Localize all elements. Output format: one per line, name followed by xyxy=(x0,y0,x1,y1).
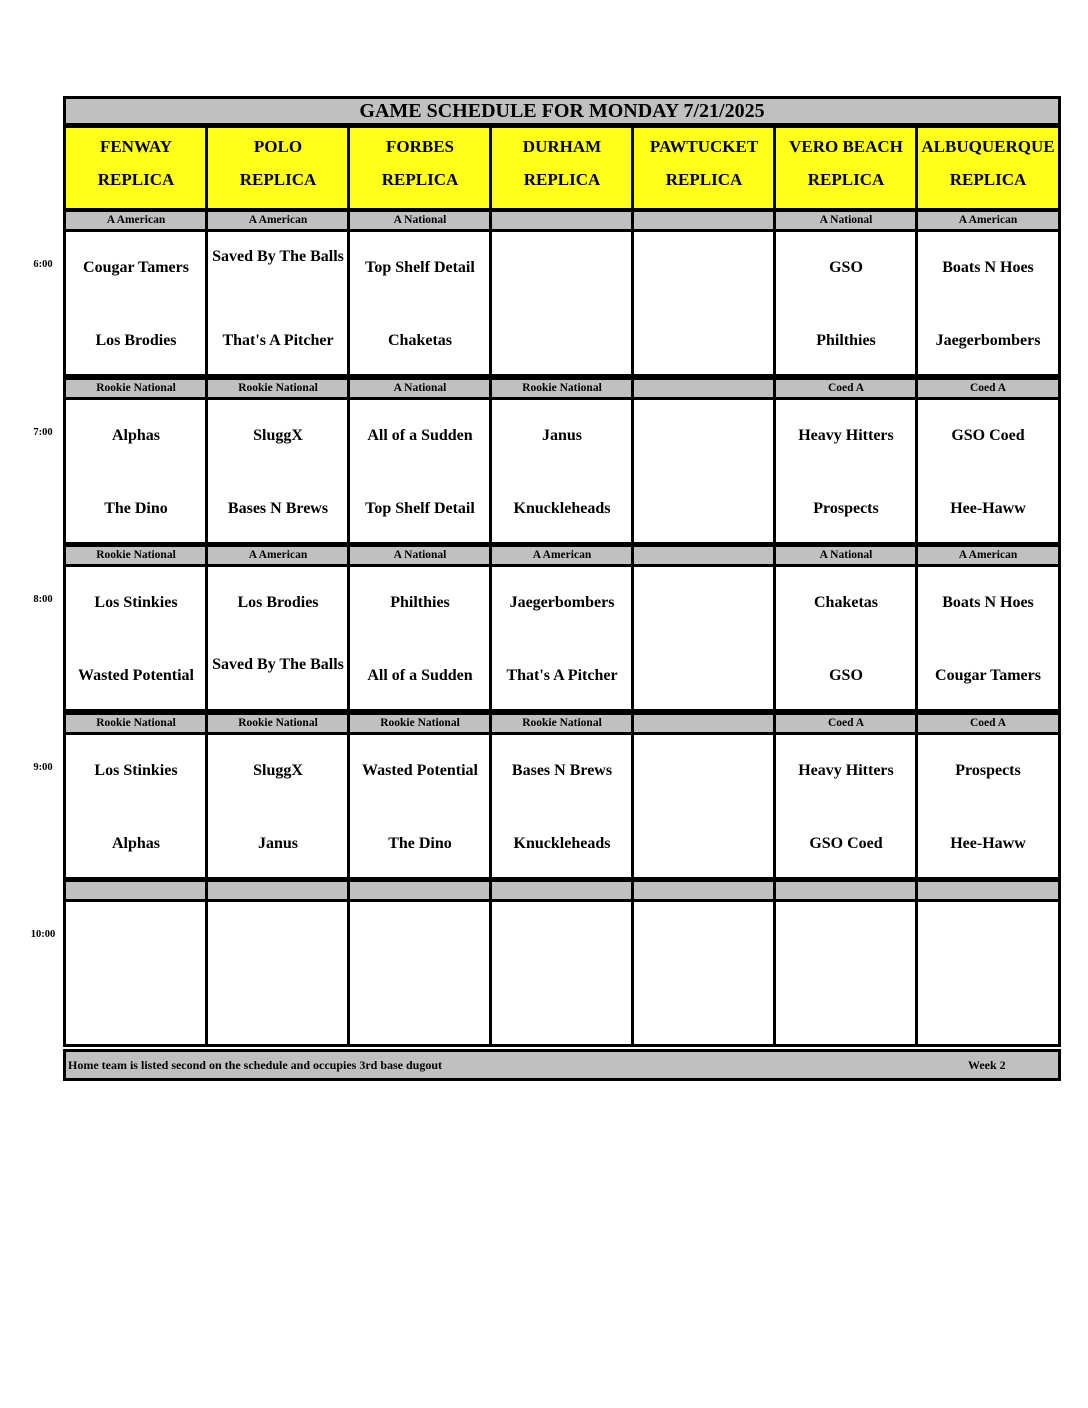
home-team: GSO Coed xyxy=(809,835,883,852)
game-cell xyxy=(63,397,209,545)
division-label: A American xyxy=(205,209,351,232)
game-cell xyxy=(773,732,919,880)
home-team: All of a Sudden xyxy=(367,667,473,684)
game-cell xyxy=(489,229,635,377)
home-team: Philthies xyxy=(816,332,876,349)
field-name: FORBES xyxy=(385,137,455,156)
game-cell xyxy=(773,899,919,1047)
game-cell xyxy=(347,229,493,377)
visiting-team: Los Stinkies xyxy=(94,762,178,779)
division-label: Rookie National xyxy=(489,712,635,735)
game-cell xyxy=(773,564,919,712)
visiting-team: Heavy Hitters xyxy=(798,762,894,779)
field-header xyxy=(773,125,919,211)
division-label: Rookie National xyxy=(205,377,351,400)
home-team: The Dino xyxy=(388,835,452,852)
field-subtitle: REPLICA xyxy=(665,170,743,189)
game-cell xyxy=(631,229,777,377)
field-header xyxy=(489,125,635,211)
home-team: Knuckleheads xyxy=(513,835,611,852)
division-label: A American xyxy=(63,209,209,232)
visiting-team: Heavy Hitters xyxy=(798,427,894,444)
home-team: Cougar Tamers xyxy=(935,667,1041,684)
visiting-team: SluggX xyxy=(253,762,303,779)
visiting-team: Janus xyxy=(541,427,583,444)
division-label: Rookie National xyxy=(63,712,209,735)
division-label: Rookie National xyxy=(489,377,635,400)
game-cell xyxy=(205,229,351,377)
time-label: 9:00 xyxy=(33,762,53,773)
game-cell xyxy=(631,899,777,1047)
visiting-team: Chaketas xyxy=(813,594,878,611)
visiting-team: Wasted Potential xyxy=(362,762,478,779)
game-cell xyxy=(631,397,777,545)
field-header xyxy=(63,125,209,211)
game-cell xyxy=(347,899,493,1047)
game-cell xyxy=(489,564,635,712)
division-label: A American xyxy=(915,209,1061,232)
game-cell xyxy=(631,564,777,712)
visiting-team: GSO xyxy=(829,259,863,276)
division-label: Rookie National xyxy=(347,712,493,735)
home-team: Saved By The Balls xyxy=(212,656,344,673)
field-subtitle: REPLICA xyxy=(523,170,601,189)
division-label: Coed A xyxy=(773,377,919,400)
visiting-team: Saved By The Balls xyxy=(212,248,344,265)
visiting-team: Jaegerbombers xyxy=(509,594,615,611)
visiting-team: Top Shelf Detail xyxy=(365,259,475,276)
game-cell xyxy=(915,899,1061,1047)
game-cell xyxy=(489,397,635,545)
field-header xyxy=(915,125,1061,211)
home-team: Wasted Potential xyxy=(78,667,194,684)
home-team-note: Home team is listed second on the schedule and occupies 3rd base dugout xyxy=(68,1058,443,1072)
game-cell xyxy=(489,899,635,1047)
field-subtitle: REPLICA xyxy=(949,170,1027,189)
division-label: A American xyxy=(489,544,635,567)
week-label: Week 2 xyxy=(968,1058,1006,1072)
home-team: Jaegerbombers xyxy=(935,332,1041,349)
division-label: A American xyxy=(915,544,1061,567)
game-cell xyxy=(915,564,1061,712)
game-cell xyxy=(63,732,209,880)
home-team: Hee-Haww xyxy=(950,500,1026,517)
division-label: A American xyxy=(205,544,351,567)
visiting-team: SluggX xyxy=(253,427,303,444)
visiting-team: Boats N Hoes xyxy=(942,259,1034,276)
home-team: Knuckleheads xyxy=(513,500,611,517)
game-cell xyxy=(205,564,351,712)
game-cell xyxy=(347,732,493,880)
time-label: 6:00 xyxy=(33,259,53,270)
home-team: The Dino xyxy=(104,500,168,517)
game-cell xyxy=(773,229,919,377)
visiting-team: Philthies xyxy=(390,594,450,611)
home-team: Chaketas xyxy=(387,332,452,349)
field-subtitle: REPLICA xyxy=(97,170,175,189)
division-label: Rookie National xyxy=(205,712,351,735)
visiting-team: Boats N Hoes xyxy=(942,594,1034,611)
division-label: Rookie National xyxy=(63,544,209,567)
game-cell xyxy=(347,397,493,545)
home-team: Prospects xyxy=(813,500,879,517)
field-name: ALBUQUERQUE xyxy=(921,137,1055,156)
field-subtitle: REPLICA xyxy=(381,170,459,189)
game-cell xyxy=(63,564,209,712)
division-label: Rookie National xyxy=(63,377,209,400)
field-subtitle: REPLICA xyxy=(239,170,317,189)
visiting-team: Alphas xyxy=(111,427,161,444)
home-team: Top Shelf Detail xyxy=(365,500,475,517)
home-team: Hee-Haww xyxy=(950,835,1026,852)
game-cell xyxy=(205,899,351,1047)
visiting-team: Bases N Brews xyxy=(511,762,613,779)
field-name: POLO xyxy=(253,137,303,156)
division-label: A National xyxy=(773,544,919,567)
home-team: That's A Pitcher xyxy=(506,667,618,684)
division-label: A National xyxy=(773,209,919,232)
visiting-team: Los Brodies xyxy=(237,594,319,611)
division-label: A National xyxy=(347,544,493,567)
division-label: A National xyxy=(347,377,493,400)
game-cell xyxy=(347,564,493,712)
field-name: PAWTUCKET xyxy=(649,137,759,156)
time-label: 10:00 xyxy=(30,929,56,940)
field-header xyxy=(205,125,351,211)
field-header xyxy=(347,125,493,211)
division-label: Coed A xyxy=(773,712,919,735)
home-team: That's A Pitcher xyxy=(222,332,334,349)
visiting-team: Los Stinkies xyxy=(94,594,178,611)
game-cell xyxy=(915,397,1061,545)
game-cell xyxy=(205,397,351,545)
time-label: 7:00 xyxy=(33,427,53,438)
time-label: 8:00 xyxy=(33,594,53,605)
game-cell xyxy=(63,229,209,377)
visiting-team: All of a Sudden xyxy=(367,427,473,444)
field-header xyxy=(631,125,777,211)
home-team: GSO xyxy=(829,667,863,684)
schedule-title: GAME SCHEDULE FOR MONDAY 7/21/2025 xyxy=(63,96,1061,126)
schedule-sheet xyxy=(63,96,1061,1081)
game-cell xyxy=(915,229,1061,377)
division-label: A National xyxy=(347,209,493,232)
game-cell xyxy=(773,397,919,545)
division-label: Coed A xyxy=(915,377,1061,400)
game-cell xyxy=(631,732,777,880)
field-name: FENWAY xyxy=(99,137,173,156)
field-subtitle: REPLICA xyxy=(807,170,885,189)
home-team: Alphas xyxy=(111,835,161,852)
schedule-footer xyxy=(63,1049,1061,1081)
home-team: Los Brodies xyxy=(95,332,177,349)
home-team: Bases N Brews xyxy=(227,500,329,517)
visiting-team: Cougar Tamers xyxy=(83,259,189,276)
field-name: DURHAM xyxy=(522,137,602,156)
field-name: VERO BEACH xyxy=(789,137,903,156)
division-label: Coed A xyxy=(915,712,1061,735)
game-cell xyxy=(63,899,209,1047)
home-team: Janus xyxy=(257,835,299,852)
game-cell xyxy=(489,732,635,880)
game-cell xyxy=(205,732,351,880)
visiting-team: GSO Coed xyxy=(951,427,1025,444)
game-cell xyxy=(915,732,1061,880)
visiting-team: Prospects xyxy=(955,762,1021,779)
